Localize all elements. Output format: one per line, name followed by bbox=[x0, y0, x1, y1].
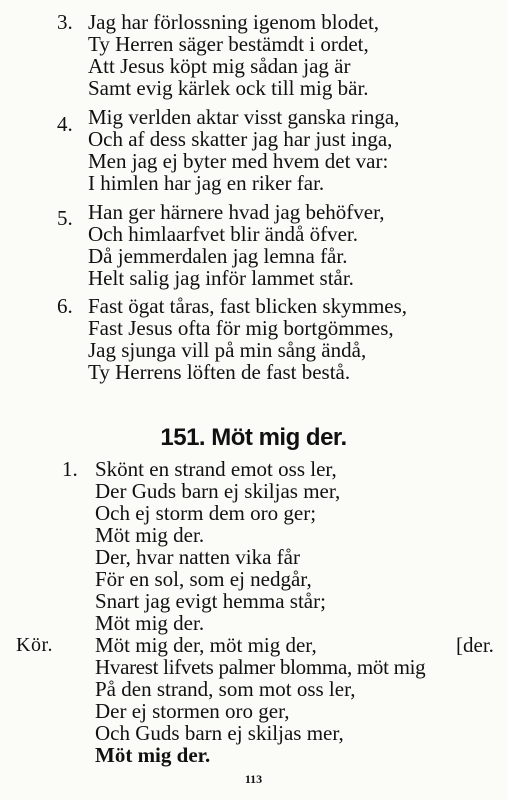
stanza-number: 1. bbox=[62, 457, 78, 481]
verse-line: I himlen har jag en riker far. bbox=[88, 171, 325, 195]
verse-line: Ty Herren säger bestämdt i ordet, bbox=[88, 32, 369, 56]
verse-line: Mig verlden aktar visst ganska ringa, bbox=[88, 105, 400, 129]
verse-line: Der, hvar natten vika får bbox=[95, 545, 300, 569]
verse-line: Möt mig der. bbox=[95, 743, 211, 767]
hymn-title: 151. Möt mig der. bbox=[160, 424, 347, 451]
stanza-number: 6. bbox=[57, 294, 73, 318]
verse-line: Och ej storm dem oro ger; bbox=[95, 501, 317, 525]
verse-line: Möt mig der. bbox=[95, 611, 205, 635]
verse-line: Men jag ej byter med hvem det var: bbox=[88, 149, 389, 173]
verse-line: För en sol, som ej nedgår, bbox=[95, 567, 312, 591]
stanza-number: 4. bbox=[57, 112, 73, 136]
verse-line: Och af dess skatter jag har just inga, bbox=[88, 127, 393, 151]
chorus-label: Kör. bbox=[16, 634, 53, 656]
verse-line: Der Guds barn ej skiljas mer, bbox=[95, 479, 341, 503]
verse-line: Samt evig kärlek ock till mig bär. bbox=[88, 76, 369, 100]
verse-line: Möt mig der. bbox=[95, 523, 205, 547]
page-number: 113 bbox=[244, 772, 263, 786]
verse-line: Hvarest lifvets palmer blomma, möt mig bbox=[95, 655, 426, 679]
stanza-number: 5. bbox=[57, 206, 73, 230]
overflow-word: [der. bbox=[456, 633, 494, 657]
verse-line: På den strand, som mot oss ler, bbox=[95, 677, 356, 701]
verse-line: Helt salig jag inför lammet står. bbox=[88, 266, 354, 290]
verse-line: Och himlaarfvet blir ändå öfver. bbox=[88, 222, 358, 246]
verse-line: Han ger härnere hvad jag behöfver, bbox=[88, 200, 385, 224]
verse-line: Och Guds barn ej skiljas mer, bbox=[95, 721, 344, 745]
verse-line: Att Jesus köpt mig sådan jag är bbox=[88, 54, 351, 78]
verse-line: Snart jag evigt hemma står; bbox=[95, 589, 326, 613]
verse-line: Jag sjunga vill på min sång ändå, bbox=[88, 338, 367, 362]
verse-line: Der ej stormen oro ger, bbox=[95, 699, 290, 723]
verse-line: Fast ögat tåras, fast blicken skymmes, bbox=[88, 294, 408, 318]
verse-line: Då jemmerdalen jag lemna får. bbox=[88, 244, 348, 268]
verse-line: Jag har förlossning igenom blodet, bbox=[88, 10, 380, 34]
verse-line: Möt mig der, möt mig der, bbox=[95, 633, 317, 657]
verse-line: Skönt en strand emot oss ler, bbox=[95, 457, 337, 481]
stanza-number: 3. bbox=[57, 10, 73, 34]
verse-line: Ty Herrens löften de fast bestå. bbox=[88, 360, 351, 384]
verse-line: Fast Jesus ofta för mig bortgömmes, bbox=[88, 316, 394, 340]
